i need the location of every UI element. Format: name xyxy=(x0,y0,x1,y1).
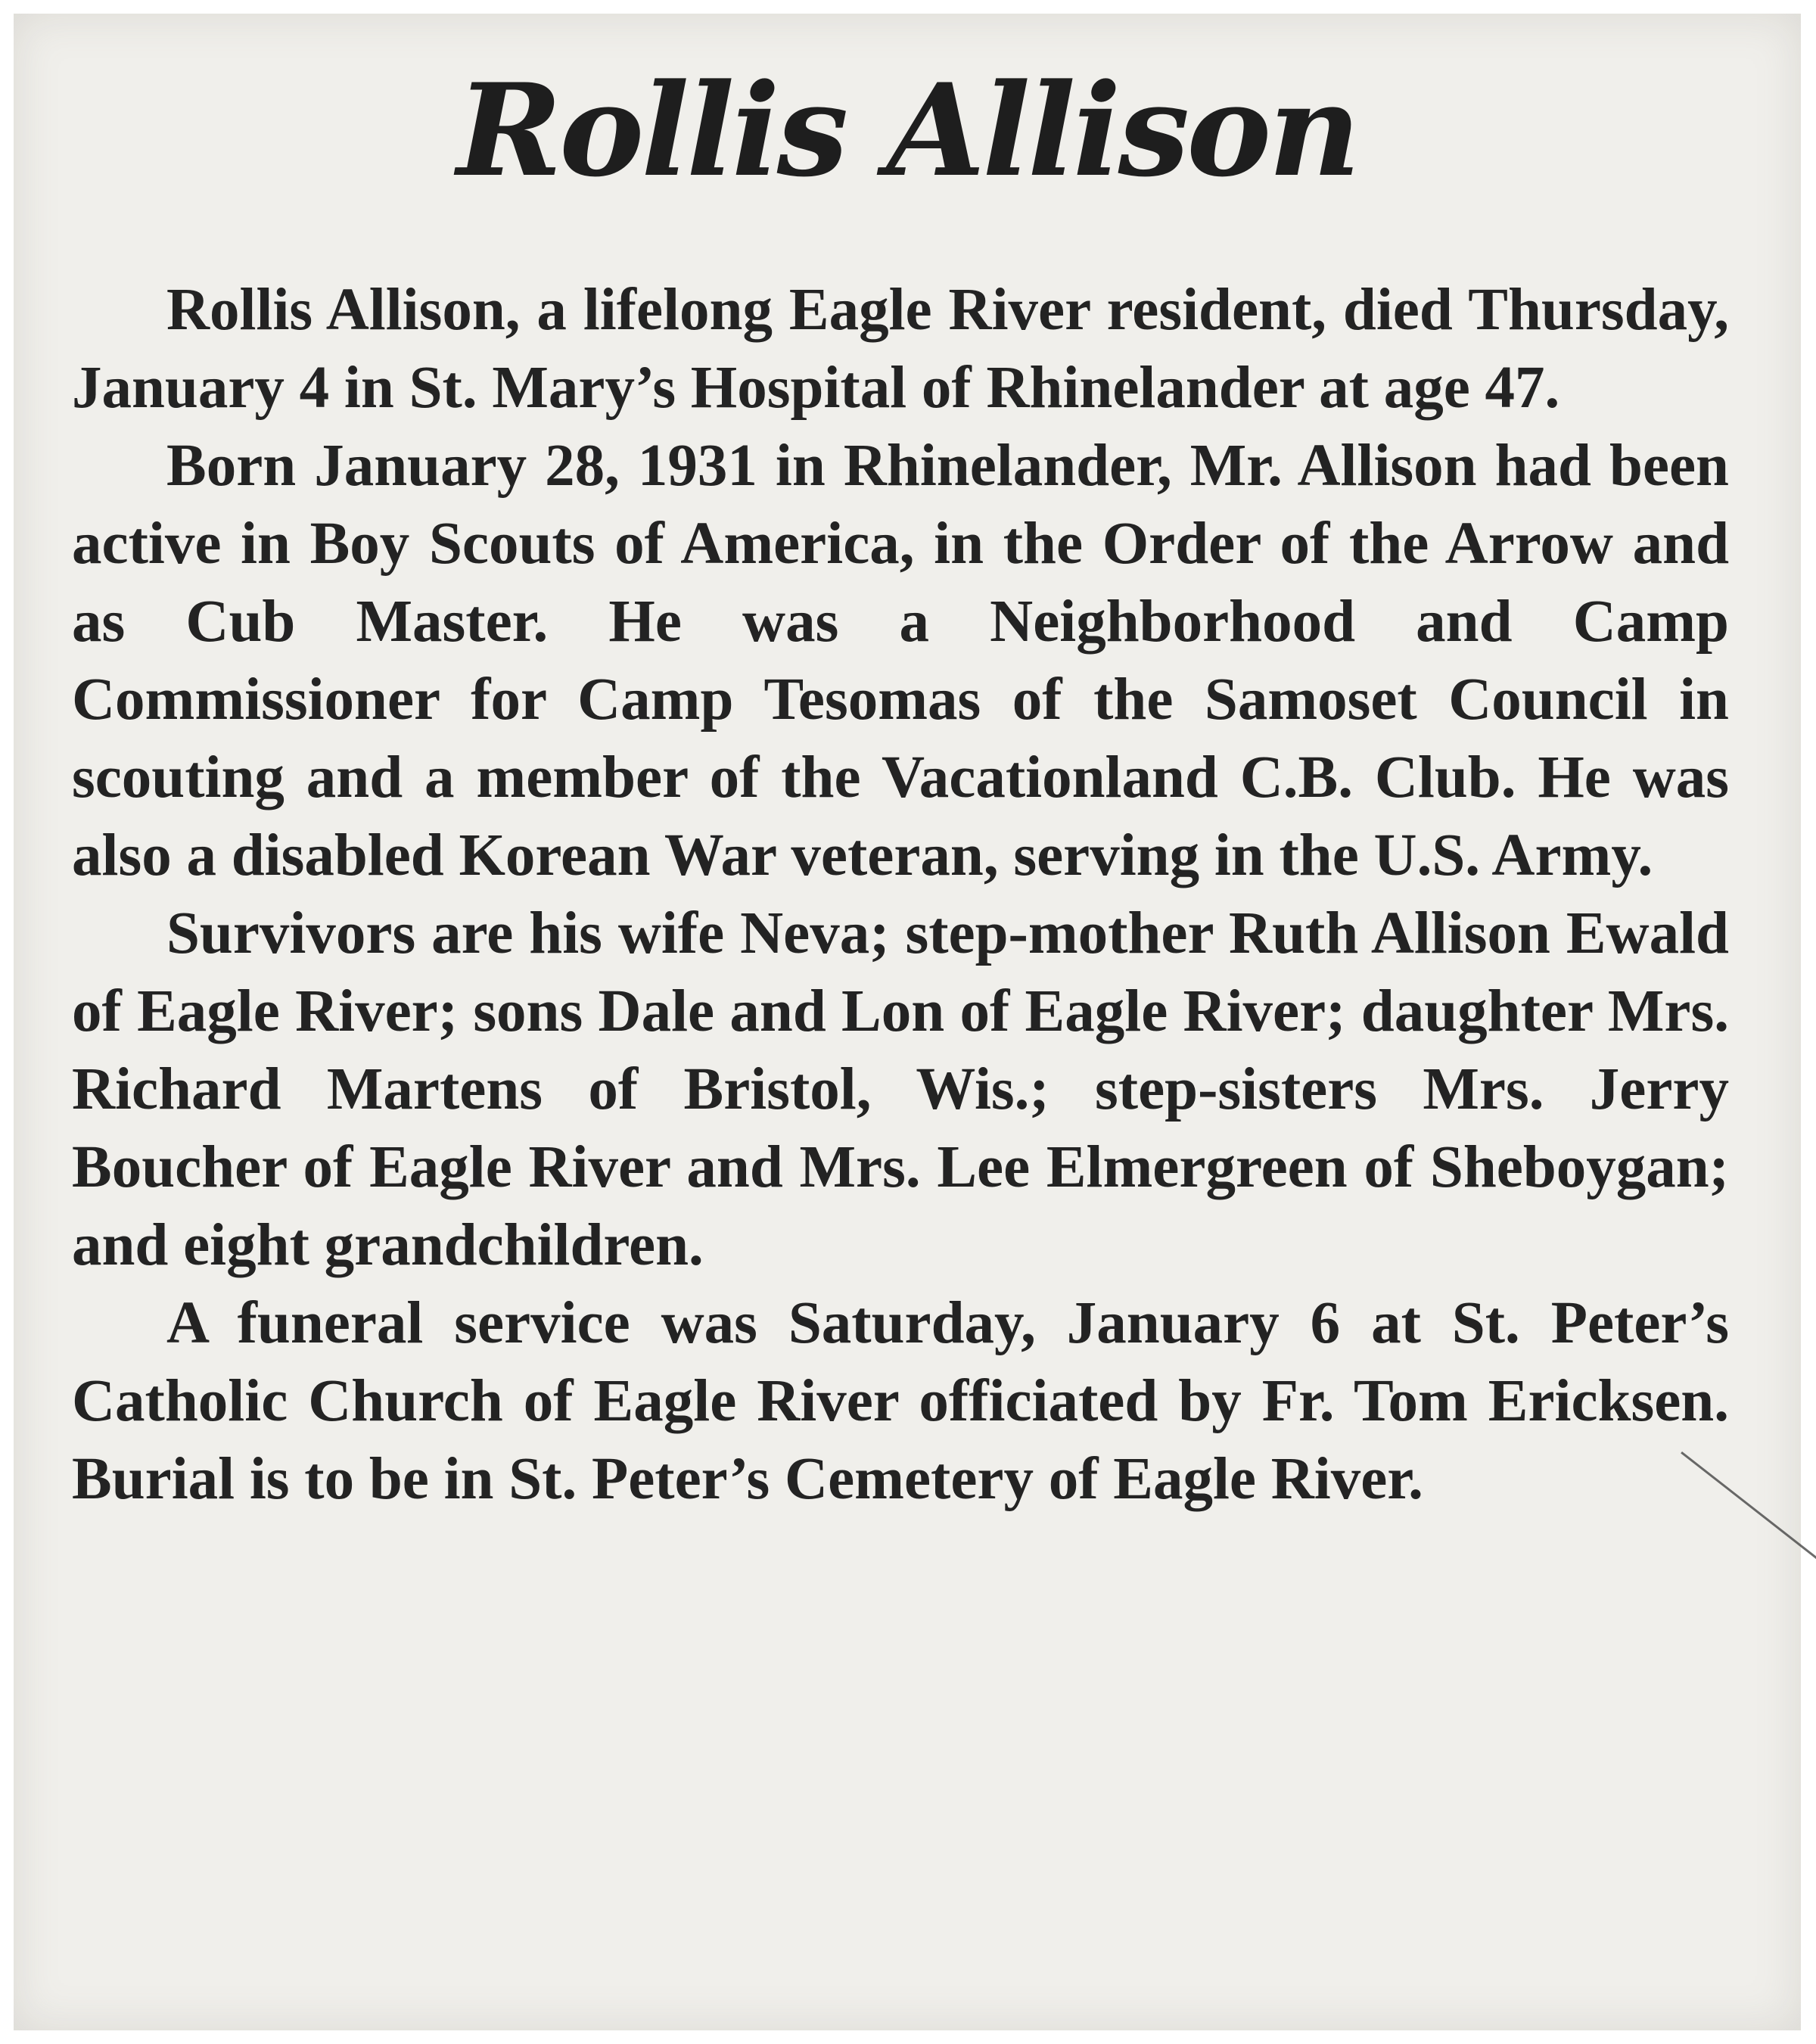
obituary-headline: Rollis Allison xyxy=(456,55,1358,205)
paragraph-death-notice: Rollis Allison, a lifelong Eagle River resident, died Thursday, January 4 in St. Mary’s Hospital of Rhinelander at age 47. xyxy=(72,277,1729,421)
obituary-body xyxy=(72,271,1729,1518)
newspaper-clipping xyxy=(14,14,1801,2030)
paragraph-funeral: A funeral service was Saturday, January 6 at St. Peter’s Catholic Church of Eagle River officiated by Fr. Tom Ericksen. Burial is to be in St. Peter’s Cemetery of Eagle River. xyxy=(72,1290,1729,1512)
paragraph-biography: Born January 28, 1931 in Rhinelander, Mr. Allison had been active in Boy Scouts of America, in the Order of the Arrow and as Cub Master. He was a Neighborhood and Camp Commissioner for Camp Tesomas of the Samoset Council in scouting and a member of the Vacationland C.B. Club. He was also a disabled Korean War veteran, serving in the U.S. Army. xyxy=(72,433,1729,888)
paragraph-survivors: Survivors are his wife Neva; step-mother Ruth Allison Ewald of Eagle River; sons Dale and Lon of Eagle River; daughter Mrs. Richard Martens of Bristol, Wis.; step-sisters Mrs. Jerry Boucher of Eagle River and Mrs. Lee Elmergreen of Sheboygan; and eight grandchildren. xyxy=(72,901,1729,1278)
